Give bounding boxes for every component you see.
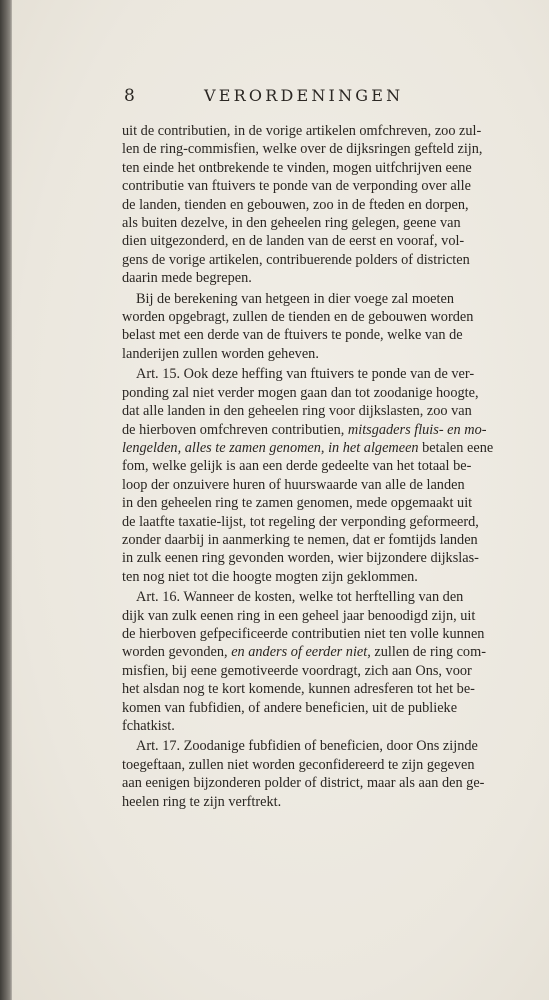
article-17: [122, 737, 485, 811]
text-line: dijk van zulk eenen ring in een geheel jaar benoodigd zijn, uit: [122, 607, 476, 624]
text-line: fchatkist.: [122, 718, 175, 734]
text-line: de laatfte taxatie-lijst, tot regeling der verponding geformeerd,: [122, 513, 479, 530]
text-line: fom, welke gelijk is aan een derde gedeelte van het totaal be-: [122, 458, 472, 475]
text-line: dat alle landen in den geheelen ring voor dijkslasten, zoo van: [122, 403, 472, 420]
text-line-mixed: [122, 439, 494, 457]
article-16: [122, 588, 486, 735]
text-line: de hierboven gefpecificeerde contributien niet ten volle kunnen: [122, 625, 485, 642]
text-line: ten nog niet tot die hoogte mogten zijn geklommen.: [122, 568, 418, 585]
text-line: loop der onzuivere huren of huurswaarde van alle de landen: [122, 476, 465, 493]
page-body: [122, 122, 494, 811]
text-line: in den geheelen ring te zamen genomen, mede opgemaakt uit: [122, 495, 473, 512]
text-line: gens de vorige artikelen, contribuerende polders of districten: [122, 251, 470, 268]
text-line: belast met een derde van de ftuivers te ponde, welke van de: [122, 327, 463, 344]
text-line: komen van fubfidien, of andere beneficien, uit de publieke: [122, 699, 458, 716]
text-line: Bij de berekening van hetgeen in dier voege zal moeten: [136, 290, 454, 307]
text-line: ponding zal niet verder mogen gaan dan tot zoodanige hoogte,: [122, 384, 479, 401]
text-run: de hierboven omfchreven contributien,: [122, 421, 348, 438]
page-number: 8: [124, 86, 135, 106]
text-line-mixed: [122, 643, 486, 661]
text-line: de landen, tienden en gebouwen, zoo in de fteden en dorpen,: [122, 196, 469, 213]
paragraph-calculation: [122, 290, 474, 364]
text-line: uit de contributien, in de vorige artikelen omfchreven, zoo zul-: [122, 123, 482, 139]
text-line: dien uitgezonderd, en de landen van de eerst en vooraf, vol-: [122, 233, 465, 250]
article-15: [122, 365, 494, 586]
italic-run: en anders of eerder niet: [231, 644, 368, 661]
text-line: len de ring-commisfien, welke over de dijksringen gefteld zijn,: [122, 141, 483, 158]
text-line: Art. 17. Zoodanige fubfidien of beneficien, door Ons zijnde: [136, 738, 478, 755]
text-line: in zulk eenen ring gevonden worden, wier bijzondere dijkslas-: [122, 550, 479, 567]
text-line-mixed: [122, 421, 487, 439]
text-run: worden gevonden,: [122, 644, 232, 661]
running-title: VERORDENINGEN: [204, 86, 404, 105]
text-line: contributie van ftuivers te ponde van de verponding over alle: [122, 178, 471, 195]
text-line: heelen ring te zijn verftrekt.: [122, 793, 282, 810]
text-line: Art. 16. Wanneer de kosten, welke tot herftelling van den: [136, 589, 464, 606]
paragraph-continuation: [122, 122, 483, 288]
text-line: misfien, bij eene gemotiveerde voordragt, zich aan Ons, voor: [122, 662, 472, 679]
text-line: worden opgebragt, zullen de tienden en de gebouwen worden: [122, 309, 474, 326]
italic-run: in het algemeen: [328, 439, 419, 456]
text-line: Art. 15. Ook deze heffing van ftuivers te ponde van de ver-: [136, 366, 475, 383]
text-line: aan eenigen bijzonderen polder of district, maar als aan den ge-: [122, 775, 485, 792]
text-line: toegeftaan, zullen niet worden geconfidereerd te zijn gegeven: [122, 756, 475, 773]
text-line: ten einde het ontbrekende te vinden, mogen uitfchrijven eene: [122, 159, 472, 176]
text-line: daarin mede begrepen.: [122, 270, 252, 287]
book-page: [12, 0, 549, 1000]
text-line: als buiten dezelve, in den geheelen ring gelegen, geene van: [122, 215, 461, 232]
text-run-italic: lengelden, alles te zamen genomen,: [122, 439, 329, 456]
text-line: zonder daarbij in aanmerking te nemen, dat er fomtijds landen: [122, 531, 478, 548]
text-run: , zullen de ring com-: [367, 644, 486, 661]
text-line: het alsdan nog te kort komende, kunnen adresferen tot het be-: [122, 681, 475, 698]
italic-run: mitsgaders fluis- en mo-: [347, 421, 487, 438]
page-header: [124, 86, 434, 110]
text-line: landerijen zullen worden geheven.: [122, 345, 319, 362]
text-run: betalen eene: [418, 439, 494, 456]
